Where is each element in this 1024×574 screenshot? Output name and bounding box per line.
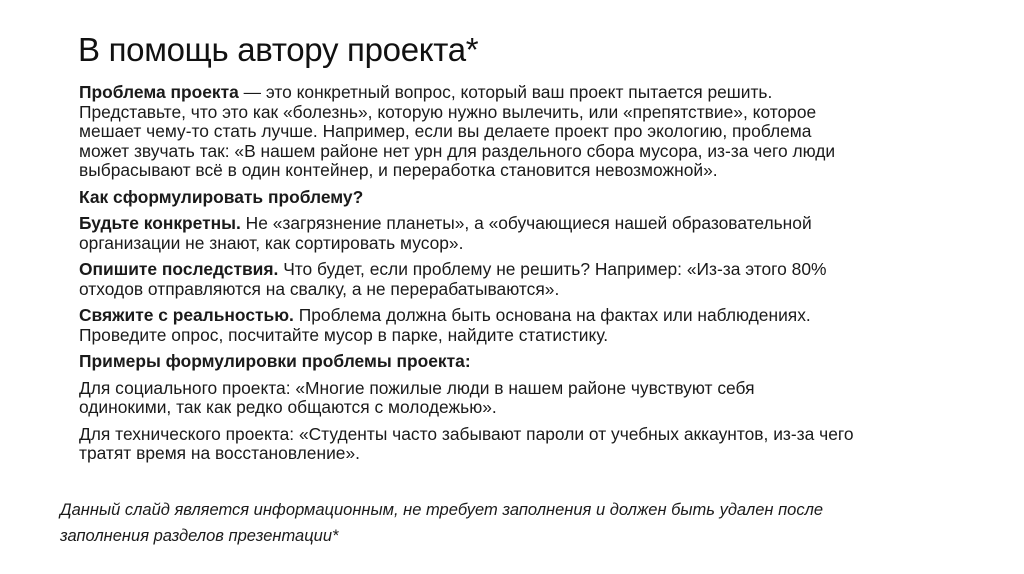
example-social <box>79 379 959 418</box>
tip-consequences <box>79 260 959 299</box>
problem-definition-line-5: выбрасывают всё в один контейнер, и переработка становится невозможной». <box>79 160 718 180</box>
tip-concrete-text: Не «загрязнение планеты», а «обучающиеся нашей образовательной <box>240 213 812 233</box>
examples-heading <box>79 352 959 372</box>
tip-consequences-line-1 <box>79 260 959 280</box>
problem-definition-line-4: может звучать так: «В нашем районе нет урн для раздельного сбора мусора, из-за чего люди <box>79 140 836 161</box>
problem-definition-line-2: Представьте, что это как «болезнь», которую нужно вылечить, или «препятствие», которое <box>79 101 817 122</box>
how-to-heading-text: Как сформулировать проблему? <box>79 186 364 207</box>
tip-reality-term: Свяжите с реальностью. <box>79 305 294 325</box>
slide-content <box>79 83 959 471</box>
slide-footnote <box>60 497 960 549</box>
problem-definition-term: Проблема проекта <box>79 82 239 102</box>
example-social-line-1: Для социального проекта: «Многие пожилые люди в нашем районе чувствуют себя <box>79 377 755 398</box>
how-to-heading <box>79 188 959 208</box>
tip-reality-text: Проблема должна быть основана на фактах или наблюдениях. <box>293 305 811 325</box>
tip-consequences-line-2: отходов отправляются на свалку, а не перерабатываются». <box>79 278 560 299</box>
problem-definition-text: — это конкретный вопрос, который ваш проект пытается решить. <box>238 82 773 102</box>
example-tech <box>79 425 959 464</box>
tip-concrete <box>79 214 959 253</box>
tip-consequences-text: Что будет, если проблему не решить? Например: «Из-за этого 80% <box>278 259 827 279</box>
example-social-line-2: одинокими, так как редко общаются с молодежью». <box>79 397 497 417</box>
problem-definition-paragraph <box>79 83 959 181</box>
footnote-line-1: Данный слайд является информационным, не требует заполнения и должен быть удален после <box>60 501 824 519</box>
example-tech-line-1: Для технического проекта: «Студенты часто забывают пароли от учебных аккаунтов, из-за чего <box>79 423 854 444</box>
tip-reality-line-2: Проведите опрос, посчитайте мусор в парке, найдите статистику. <box>79 324 609 345</box>
footnote-line-2: заполнения разделов презентации* <box>60 527 339 545</box>
tip-concrete-term: Будьте конкретны. <box>79 213 241 233</box>
slide-title: В помощь автору проекта* <box>78 31 479 68</box>
tip-consequences-term: Опишите последствия. <box>79 259 279 279</box>
tip-reality <box>79 306 959 345</box>
problem-definition-line-1 <box>79 83 959 103</box>
tip-reality-line-1 <box>79 306 959 326</box>
examples-heading-text: Примеры формулировки проблемы проекта: <box>79 351 471 371</box>
tip-concrete-line-1 <box>79 214 959 234</box>
tip-concrete-line-2: организации не знают, как сортировать мусор». <box>79 232 464 253</box>
problem-definition-line-3: мешает чему-то стать лучше. Например, если вы делаете проект про экологию, проблема <box>79 121 812 141</box>
example-tech-line-2: тратят время на восстановление». <box>79 443 360 463</box>
